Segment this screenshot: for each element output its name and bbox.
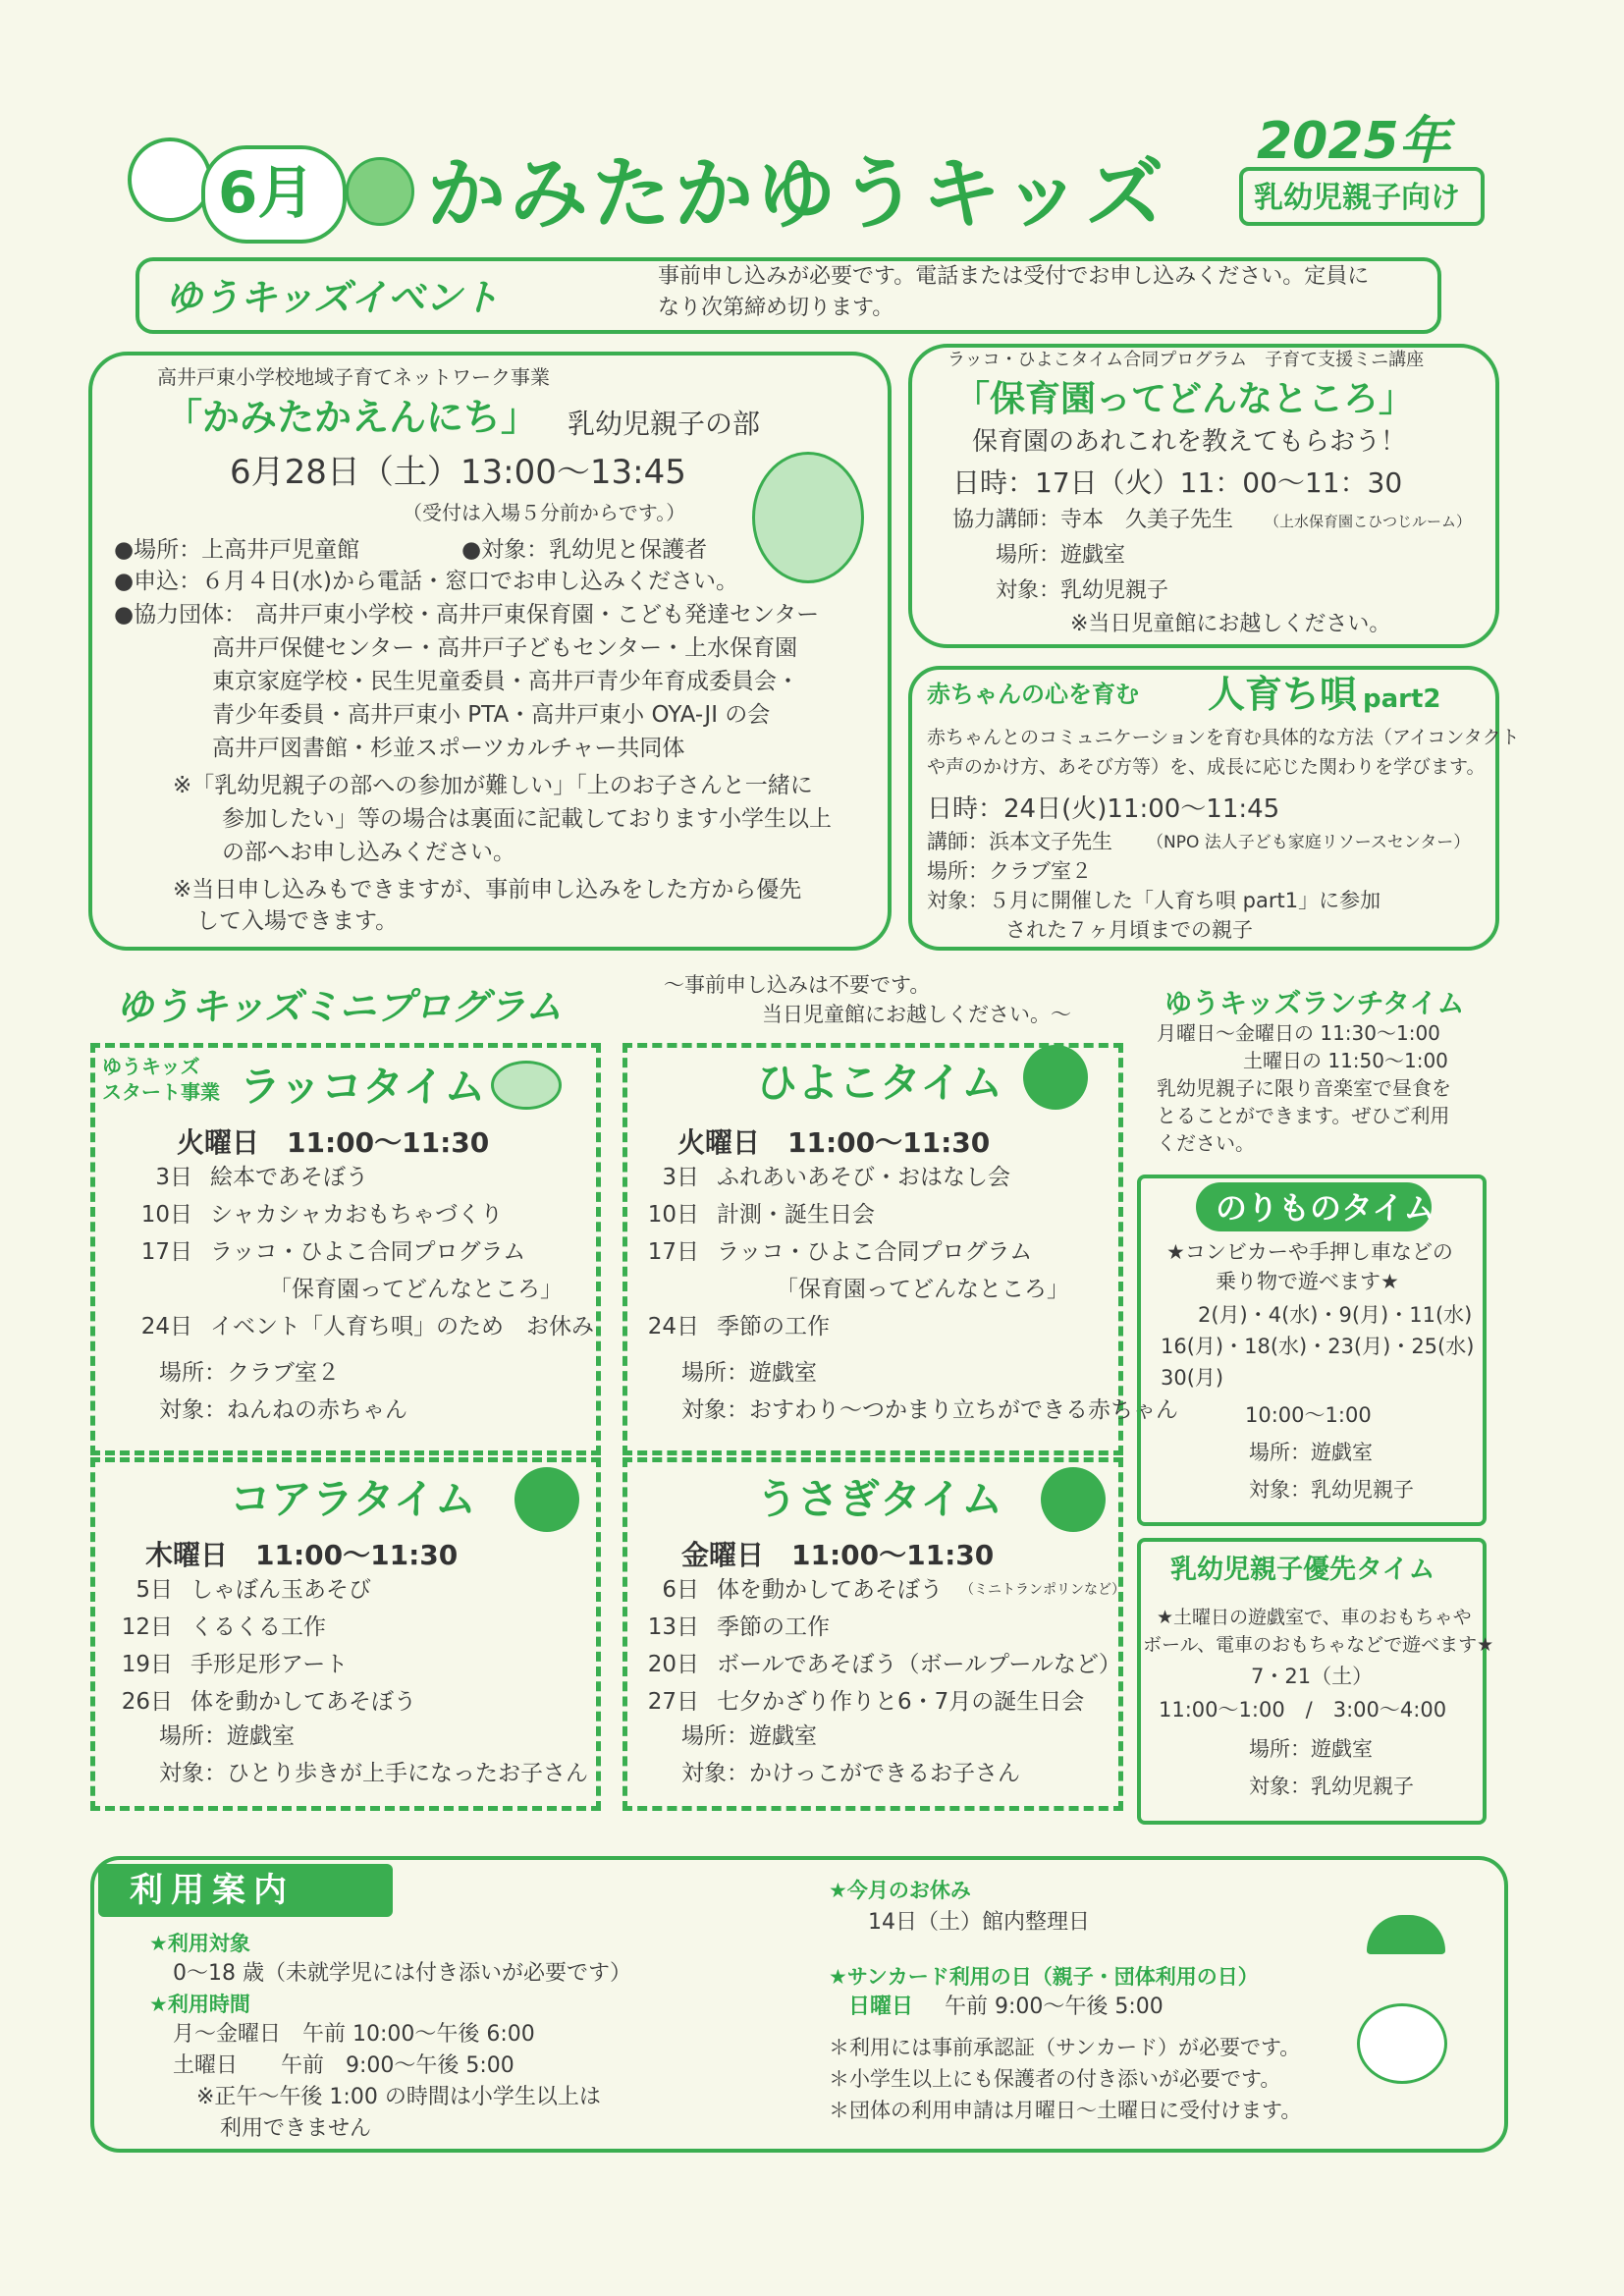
turtle-icon <box>346 157 414 226</box>
otter-icon <box>491 1061 562 1110</box>
enichi-note-2: 参加したい」等の場合は裏面に記載しております小学生以上 <box>222 806 832 832</box>
priority-title: 乳幼児親子優先タイム <box>1170 1555 1435 1585</box>
usagi-target: 対象：かけっこができるお子さん <box>681 1761 1020 1786</box>
enichi-coop-5: 高井戸図書館・杉並スポーツカルチャー共同体 <box>212 736 685 761</box>
norimono-line-1: ★コンビカーや手押し車などの <box>1166 1240 1453 1264</box>
enichi-note-3: の部へお申し込みください。 <box>222 840 515 865</box>
list-item: 24日 季節の工作 <box>647 1314 830 1339</box>
koala-time: 木曜日 11:00～11:30 <box>145 1539 459 1571</box>
hiyoko-list <box>644 1159 1069 1345</box>
info-sun-day: 日曜日 <box>848 1995 914 2019</box>
list-item: 3日 ふれあいあそび・おはなし会 <box>662 1165 1010 1190</box>
lullaby-datetime: 日時：24日(火)11:00～11:45 <box>927 794 1280 824</box>
chick-icon <box>1023 1045 1088 1110</box>
list-item: 26日 体を動かしてあそぼう <box>121 1689 416 1715</box>
koala-icon <box>514 1467 579 1532</box>
rakko-target: 対象：ねんねの赤ちゃん <box>159 1397 407 1423</box>
lullaby-lead: 赤ちゃんの心を育む <box>927 681 1139 708</box>
info-rule-1: ＊利用には事前承認証（サンカード）が必要です。 <box>829 2036 1301 2059</box>
hoikuen-note: ※当日児童館にお越しください。 <box>1070 612 1391 636</box>
info-rule-2: ＊小学生以上にも保護者の付き添いが必要です。 <box>829 2067 1281 2091</box>
lullaby-desc-2: や声のかけ方、あそび方等）を、成長に応じた関わりを学びます。 <box>927 756 1486 778</box>
priority-date: 7・21（土） <box>1251 1665 1374 1688</box>
mini-heading: ゆうキッズミニプログラム <box>116 985 563 1028</box>
koala-list <box>118 1571 416 1721</box>
lunch-title: ゆうキッズランチタイム <box>1164 987 1465 1019</box>
info-target-label: ★利用対象 <box>149 1932 250 1955</box>
info-note-1: ※正午～午後 1:00 の時間は小学生以上は <box>196 2085 601 2109</box>
lullaby-place: 場所：クラブ室２ <box>927 859 1092 883</box>
usagi-time: 金曜日 11:00～11:30 <box>681 1539 995 1571</box>
page-title: かみたかゆうキッズ <box>427 148 1168 240</box>
mini-note-2: 当日児童館にお越しください。～ <box>762 1003 1071 1026</box>
enichi-coop-4: 青少年委員・高井戸東小 PTA・高井戸東小 OYA-JI の会 <box>212 702 771 728</box>
norimono-dates-3: 30(月) <box>1161 1366 1224 1390</box>
enichi-org: 高井戸東小学校地域子育てネットワーク事業 <box>157 365 550 389</box>
list-item: 24日 イベント「人育ち唄」のため お休み <box>140 1314 594 1339</box>
enichi-note-4: ※当日申し込みもできますが、事前申し込みをした方から優先 <box>173 877 802 902</box>
enichi-place: ●場所：上高井戸児童館 <box>114 537 360 563</box>
info-sun-time: 午前 9:00～午後 5:00 <box>945 1995 1164 2019</box>
koala-title: コアラタイム <box>230 1475 476 1523</box>
list-item: 5日 しゃぼん玉あそび <box>135 1577 371 1603</box>
info-heading: 利用案内 <box>130 1871 295 1910</box>
info-note-2: 利用できません <box>220 2116 372 2141</box>
hoikuen-datetime: 日時：17日（火）11：00～11：30 <box>952 466 1403 499</box>
usagi-place: 場所：遊戯室 <box>681 1723 817 1749</box>
lunch-line-3: 乳幼児親子に限り音楽室で昼食を <box>1157 1076 1451 1100</box>
list-item: 20日 ボールであそぼう（ボールプールなど） <box>647 1652 1121 1677</box>
info-weekday: 月～金曜日 午前 10:00～午後 6:00 <box>173 2022 535 2047</box>
lullaby-lecturer: 講師：浜本文子先生 <box>927 830 1112 853</box>
sun-mascot-icon <box>128 137 212 222</box>
hiyoko-place: 場所：遊戯室 <box>681 1360 817 1386</box>
rakko-tag-2: スタート事業 <box>102 1080 220 1104</box>
info-saturday: 土曜日 午前 9:00～午後 5:00 <box>173 2053 514 2078</box>
enichi-note-1: ※「乳幼児親子の部への参加が難しい」「上のお子さんと一緒に <box>173 773 813 798</box>
usagi-title: うさぎタイム <box>756 1475 1003 1523</box>
enichi-title: 「かみたかえんにち」 <box>165 396 539 439</box>
month-label: 6月 <box>218 159 315 226</box>
hoikuen-sub: 保育園のあれこれを教えてもらおう！ <box>972 427 1407 457</box>
list-item: 19日 手形足形アート <box>121 1652 349 1677</box>
list-item: 3日 絵本であそぼう <box>155 1165 368 1190</box>
info-hours-label: ★利用時間 <box>149 1993 250 2016</box>
hoikuen-target: 対象：乳幼児親子 <box>996 578 1169 603</box>
lunch-line-5: ください。 <box>1157 1131 1255 1155</box>
info-closed: 14日（土）館内整理日 <box>868 1910 1090 1935</box>
list-item: 17日 ラッコ・ひよこ合同プログラム <box>140 1239 526 1265</box>
events-heading: ゆうキッズイベント <box>165 276 500 319</box>
enichi-coop-label: ●協力団体： <box>114 602 247 628</box>
norimono-time: 10:00～1:00 <box>1245 1403 1372 1427</box>
lullaby-title: 人育ち唄 <box>1208 673 1358 716</box>
list-item: 「保育園ってどんなところ」 <box>269 1277 563 1302</box>
rakko-list <box>137 1159 594 1345</box>
koala-place: 場所：遊戯室 <box>159 1723 295 1749</box>
list-item: 10日 計測・誕生日会 <box>647 1202 875 1228</box>
list-item: 27日 七夕かざり作りと6・7月の誕生日会 <box>647 1689 1085 1715</box>
enichi-datetime: 6月28日（土）13:00～13:45 <box>230 453 686 492</box>
lullaby-lecturer-note: （NPO 法人子ども家庭リソースセンター） <box>1147 833 1471 852</box>
priority-time: 11:00～1:00 / 3:00～4:00 <box>1159 1698 1447 1722</box>
list-item: 13日 季節の工作 <box>647 1614 830 1640</box>
enichi-coop-1: 高井戸東小学校・高井戸東保育園・こども発達センター <box>255 602 820 628</box>
rakko-place: 場所：クラブ室２ <box>159 1360 340 1386</box>
frog-icon <box>1357 2003 1447 2084</box>
koala-target: 対象：ひとり歩きが上手になったお子さん <box>159 1761 588 1786</box>
hoikuen-title: 「保育園ってどんなところ」 <box>954 379 1415 419</box>
lullaby-desc-1: 赤ちゃんとのコミュニケーションを育む具体的な方法（アイコンタクト <box>927 727 1520 748</box>
hoikuen-org: ラッコ・ひよこタイム合同プログラム 子育て支援ミニ講座 <box>947 350 1425 370</box>
list-item: 6日 体を動かしてあそぼう （ミニトランポリンなど） <box>662 1577 1125 1603</box>
priority-target: 対象：乳幼児親子 <box>1249 1775 1414 1798</box>
usagi-list <box>644 1571 1125 1721</box>
list-item: 「保育園ってどんなところ」 <box>776 1277 1069 1302</box>
enichi-sub: 乳幼児親子の部 <box>568 408 761 440</box>
enichi-target: ●対象：乳幼児と保護者 <box>461 537 708 563</box>
rakko-tag-1: ゆうキッズ <box>102 1055 200 1078</box>
hoikuen-place: 場所：遊戯室 <box>996 543 1126 568</box>
lullaby-target-2: された７ヶ月頃までの親子 <box>1005 918 1253 942</box>
norimono-dates-1: 2(月)・4(水)・9(月)・11(水) <box>1198 1303 1473 1327</box>
rakko-title: ラッコタイム <box>240 1063 486 1111</box>
info-rule-3: ＊団体の利用申請は月曜日～土曜日に受付けます。 <box>829 2099 1302 2122</box>
lullaby-target-1: 対象：５月に開催した「人育ち唄 part1」に参加 <box>927 889 1381 912</box>
enichi-coop-2: 高井戸保健センター・高井戸子どもセンター・上水保育園 <box>212 635 798 661</box>
info-target: 0～18 歳（未就学児には付き添いが必要です） <box>173 1961 631 1986</box>
info-closed-label: ★今月のお休み <box>829 1879 971 1902</box>
priority-place: 場所：遊戯室 <box>1249 1737 1373 1761</box>
norimono-line-2: 乗り物で遊べます★ <box>1216 1270 1399 1293</box>
enichi-coop-3: 東京家庭学校・民生児童委員・高井戸青少年育成委員会・ <box>212 669 799 694</box>
hiyoko-target: 対象：おすわり～つかまり立ちができる赤ちゃん <box>681 1397 1178 1423</box>
norimono-dates-2: 16(月)・18(水)・23(月)・25(水) <box>1161 1335 1475 1358</box>
events-note-1: 事前申し込みが必要です。電話または受付でお申し込みください。定員に <box>658 264 1370 289</box>
info-sun-label: ★サンカード利用の日（親子・団体利用の日） <box>829 1965 1259 1989</box>
lunch-line-1: 月曜日～金曜日の 11:30～1:00 <box>1157 1021 1440 1045</box>
enichi-reception: （受付は入場５分前からです。） <box>403 501 686 524</box>
lunch-line-4: とることができます。ぜひご利用 <box>1157 1104 1450 1127</box>
mini-note-1: ～事前申し込みは不要です。 <box>664 973 931 997</box>
events-note-2: なり次第締め切ります。 <box>658 296 894 320</box>
year-label: 2025年 <box>1257 112 1450 171</box>
lunch-line-2: 土曜日の 11:50～1:00 <box>1243 1049 1448 1072</box>
lullaby-part: part2 <box>1363 684 1441 714</box>
priority-line-1: ★土曜日の遊戯室で、車のおもちゃや <box>1157 1607 1472 1628</box>
girl-illustration-icon <box>752 452 864 583</box>
hoikuen-lecturer-note: （上水保育園こひつじルーム） <box>1265 513 1472 530</box>
hoikuen-lecturer: 協力講師：寺本 久美子先生 <box>952 508 1234 532</box>
list-item: 10日 シャカシャカおもちゃづくり <box>140 1202 504 1228</box>
enichi-note-5: して入場できます。 <box>196 908 399 934</box>
list-item: 12日 くるくる工作 <box>121 1614 326 1640</box>
hiyoko-title: ひよこタイム <box>756 1059 1003 1107</box>
norimono-target: 対象：乳幼児親子 <box>1249 1478 1414 1502</box>
norimono-title: のりものタイム <box>1216 1189 1435 1227</box>
priority-line-2: ボール、電車のおもちゃなどで遊べます★ <box>1143 1634 1494 1656</box>
norimono-place: 場所：遊戯室 <box>1249 1441 1373 1464</box>
rabbit-icon <box>1041 1467 1106 1532</box>
audience-label: 乳幼児親子向け <box>1254 181 1460 215</box>
rakko-time: 火曜日 11:00～11:30 <box>177 1126 490 1159</box>
enichi-apply: ●申込：６月４日(水)から電話・窓口でお申し込みください。 <box>114 569 739 594</box>
list-item: 17日 ラッコ・ひよこ合同プログラム <box>647 1239 1033 1265</box>
hiyoko-time: 火曜日 11:00～11:30 <box>677 1126 991 1159</box>
